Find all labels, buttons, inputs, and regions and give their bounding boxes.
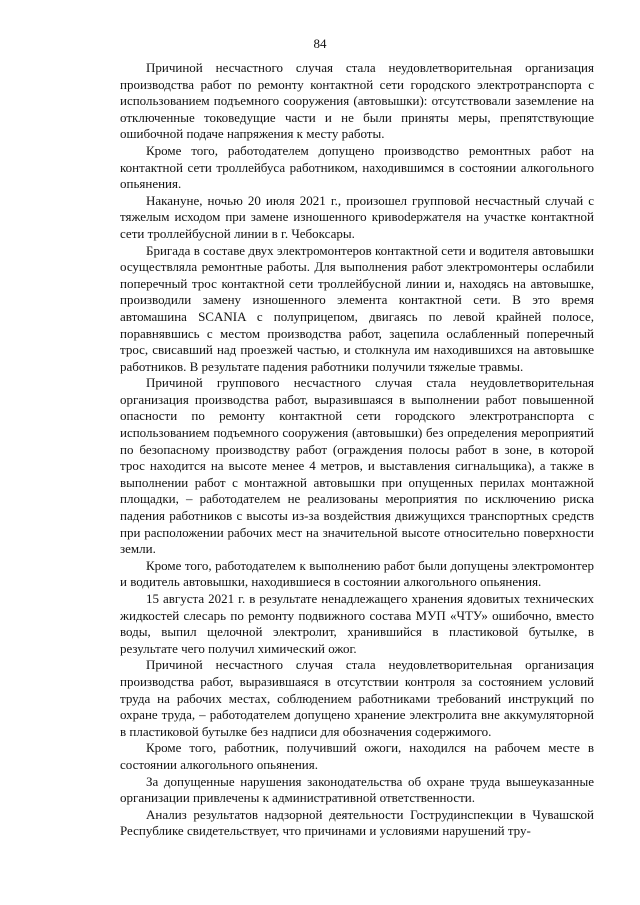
page-number: 84 — [313, 36, 327, 51]
paragraph: Причиной несчастного случая стала неудовлетворительная организация производства работ, выразившаяся в отсутствии контроля за состоянием условий труда на рабочих местах, соблюдением работниками требований инструкций по охране труда, – работодателем допущено хранение электролита вне аккумуляторной в пластиковой бутылке без надписи для обозначения содержимого. — [120, 657, 594, 739]
paragraph: За допущенные нарушения законодательства об охране труда вышеуказанные организации привлечены к административной ответственности. — [120, 773, 594, 806]
paragraph: 15 августа 2021 г. в результате ненадлежащего хранения ядовитых технических жидкостей слесарь по ремонту подвижного состава МУП «ЧТУ» ошибочно, вместо воды, выпил щелочной электролит, хранившийся в пластиковой бутылке, в результате чего получил химический ожог. — [120, 591, 594, 656]
paragraph: Кроме того, работодателем допущено производство ремонтных работ на контактной сети троллейбуса работником, находившимся в состоянии алкогольного опьянения. — [120, 142, 594, 192]
paragraph: Кроме того, работник, получивший ожоги, находился на рабочем месте в состоянии алкогольного опьянения. — [120, 740, 594, 772]
paragraph: Причиной группового несчастного случая стала неудовлетворительная организация производства работ, выразившаяся в выполнении работ повышенной опасности по ремонту контактной сети городского электротранспорта с использованием подъемного сооружения (автовышки) без определения мероприятий по безопасному производству работ (ограждения полосы работ в зоне, в которой трос находится на высоте менее 4 метров, и выставления сигнальщика), а также в выполнении работ с монтажной автовышки при опущенных перилах монтажной площадки, – работодателем не реализованы мероприятия по исключению риска падения работников с высоты из-за воздействия движущихся транспортных средств при расположении рабочих мест на значительной высоте относительно поверхности земли. — [120, 375, 594, 557]
paragraph: Кроме того, работодателем к выполнению работ были допущены электромонтер и водитель автовышки, находившиеся в состоянии алкогольного опьянения. — [120, 557, 594, 590]
paragraph: Причиной несчастного случая стала неудовлетворительная организация производства работ по ремонту контактной сети городского электротранспорта с использованием подъемного сооружения (автовышки): отсутствовали заземление на отключенные токоведущие части и не были приняты меры, препятствующие ошибочной подаче напряжения к месту работы. — [120, 60, 594, 142]
paragraph: Накануне, ночью 20 июля 2021 г., произошел групповой несчастный случай с тяжелым исходом при замене изношенного кривodержателя на участке контактной сети троллейбусной линии в г. Чебоксары. — [120, 192, 594, 241]
paragraph: Бригада в составе двух электромонтеров контактной сети и водителя автовышки осуществляла ремонтные работы. Для выполнения работ электромонтеры ослабили поперечный трос контактной сети троллейбусной линии и, находясь на автовышке, производили замену изношенного элемента контактной сети. В это время автомашина SCANIA с полуприцепом, двигаясь по левой крайней полосе, поравнявшись с местом производства работ, зацепила ослабленный поперечный трос, свисавший над проезжей частью, и столкнула им находившихся на автовышке работников. В результате падения работники получили тяжелые травмы. — [120, 242, 594, 374]
paragraph: Анализ результатов надзорной деятельности Гострудинспекции в Чувашской Республике свидетельствует, что причинами и условиями нарушений тру- — [120, 806, 594, 839]
body-text — [120, 60, 594, 840]
